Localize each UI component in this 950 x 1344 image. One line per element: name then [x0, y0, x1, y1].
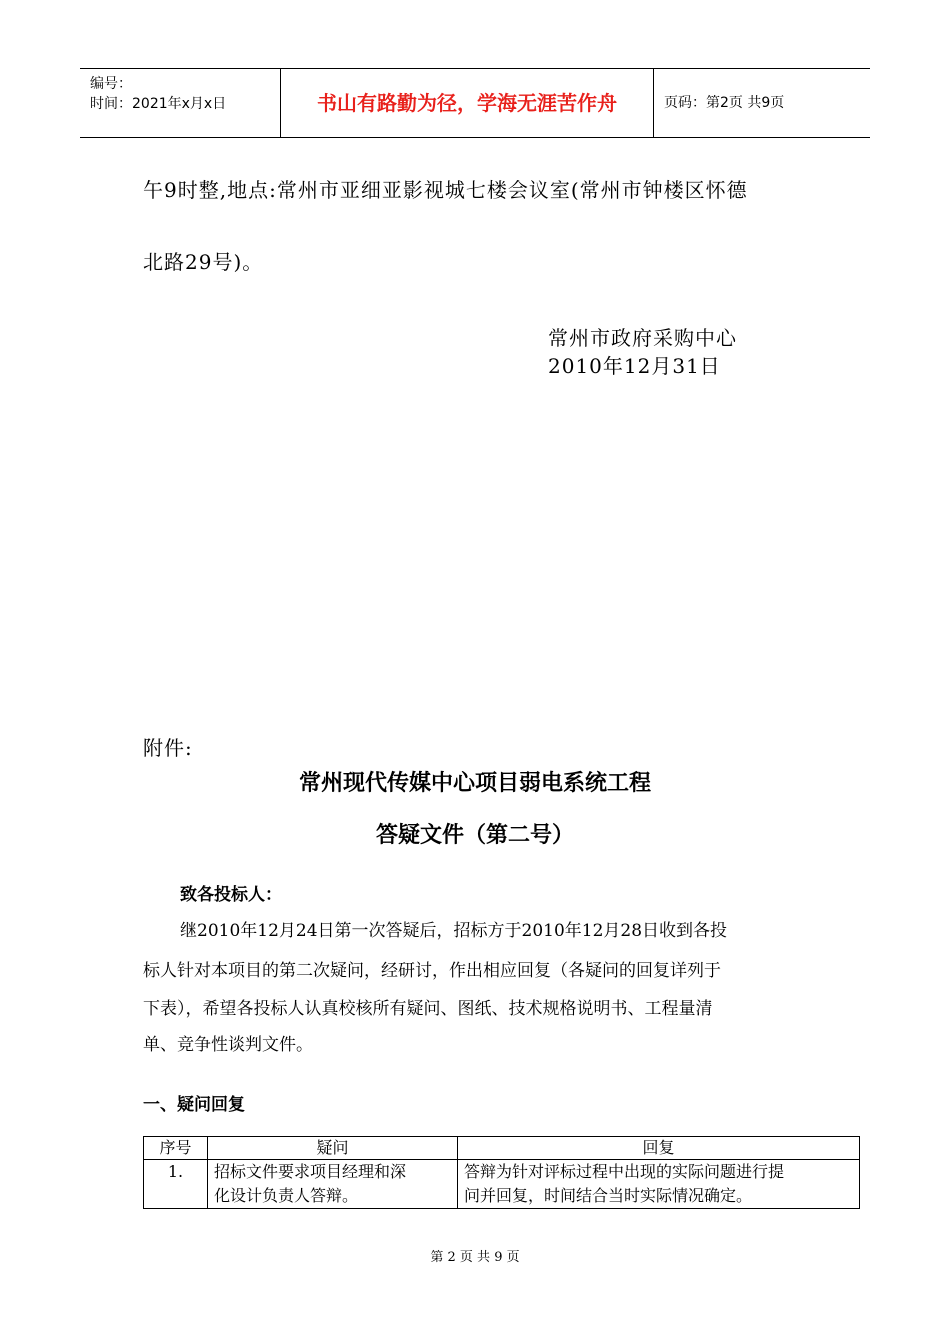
document-subtitle: 答疑文件（第二号）	[375, 823, 574, 848]
column-header-answer: 回复	[458, 1137, 860, 1160]
qa-table	[143, 1136, 860, 1209]
table-row	[144, 1160, 860, 1209]
signer-date: 2010年12月31日	[548, 354, 721, 378]
salutation: 致各投标人：	[180, 885, 282, 905]
table-header-row	[144, 1137, 860, 1160]
row-number: 1.	[144, 1160, 208, 1209]
header-motto: 书山有路勤为径，学海无涯苦作舟	[281, 69, 654, 137]
page-footer: 第 2 页 共 9 页	[430, 1250, 520, 1265]
column-header-question: 疑问	[208, 1137, 458, 1160]
paragraph-line: 下表），希望各投标人认真校核所有疑问、图纸、技术规格说明书、工程量清	[143, 999, 713, 1019]
body-line-2: 北路29号)。	[143, 250, 264, 274]
header-time-label: 时间：2021年x月x日	[90, 96, 227, 112]
paragraph-line: 继2010年12月24日第一次答疑后，招标方于2010年12月28日收到各投	[180, 921, 728, 941]
signer-organization: 常州市政府采购中心	[548, 326, 737, 350]
paragraph-line: 标人针对本项目的第二次疑问，经研讨，作出相应回复（各疑问的回复详列于	[143, 961, 721, 981]
page-header	[80, 68, 870, 138]
body-line-1: 午9时整,地点:常州市亚细亚影视城七楼会议室(常州市钟楼区怀德	[143, 178, 748, 202]
attachment-label: 附件:	[143, 736, 193, 760]
answer-line: 问并回复，时间结合当时实际情况确定。	[464, 1186, 753, 1205]
section-heading: 一、疑问回复	[143, 1095, 245, 1115]
column-header-no: 序号	[144, 1137, 208, 1160]
document-title: 常州现代传媒中心项目弱电系统工程	[298, 771, 651, 796]
row-question	[208, 1160, 458, 1209]
question-line: 化设计负责人答辩。	[214, 1186, 359, 1205]
header-meta-cell	[80, 69, 281, 137]
row-answer	[458, 1160, 860, 1209]
header-number-label: 编号：	[90, 76, 132, 92]
paragraph-line: 单、竞争性谈判文件。	[143, 1035, 313, 1055]
answer-line: 答辩为针对评标过程中出现的实际问题进行提	[464, 1162, 785, 1181]
question-line: 招标文件要求项目经理和深	[214, 1162, 407, 1181]
header-page-label: 页码：第2页 共9页	[664, 95, 785, 111]
